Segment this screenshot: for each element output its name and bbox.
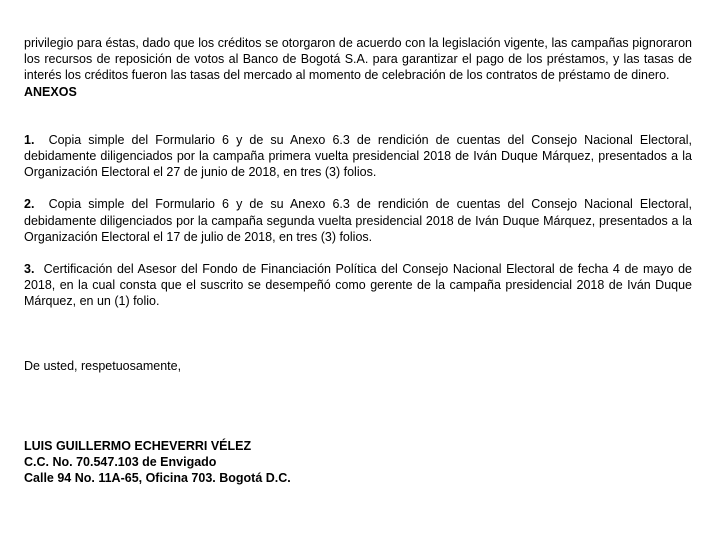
signer-id: C.C. No. 70.547.103 de Envigado — [24, 455, 217, 470]
document-page — [24, 35, 692, 486]
signature-block — [24, 438, 692, 487]
annex-number: 1. — [24, 132, 35, 147]
closing-line: De usted, respetuosamente, — [24, 358, 182, 373]
annex-item — [24, 261, 692, 310]
annex-item — [24, 196, 692, 245]
annex-number: 2. — [24, 197, 35, 212]
annex-text: Certificación del Asesor del Fondo de Financiación Política del Consejo Nacional Electoral de fecha 4 de mayo de 2018, en la cual consta que el suscrito se desempeñó como gerente de la campaña presidencial 2018 de Iván Duque Márquez, en un (1) folio. — [24, 262, 692, 309]
signer-address: Calle 94 No. 11A-65, Oficina 703. Bogotá D.C. — [24, 471, 291, 486]
annex-text: Copia simple del Formulario 6 y de su Anexo 6.3 de rendición de cuentas del Consejo Nacional Electoral, debidamente diligenciados por la campaña primera vuelta presidencial 2018 de Iván Duque Márquez, presentados a la Organización Electoral el 27 de junio de 2018, en tres (3) folios. — [24, 132, 692, 180]
annexes-heading: ANEXOS — [24, 84, 77, 99]
annex-text: Copia simple del Formulario 6 y de su Anexo 6.3 de rendición de cuentas del Consejo Nacional Electoral, debidamente diligenciados por la campaña segunda vuelta presidencial 2018 de Iván Duque Márquez, presentados a la Organización Electoral el 17 de julio de 2018, en tres (3) folios. — [24, 197, 692, 244]
annex-number: 3. — [24, 262, 35, 277]
signer-name: LUIS GUILLERMO ECHEVERRI VÉLEZ — [24, 438, 252, 453]
annex-item — [24, 132, 692, 181]
intro-paragraph: privilegio para éstas, dado que los créditos se otorgaron de acuerdo con la legislación vigente, las campañas pignoraron los recursos de reposición de votos al Banco de Bogotá S.A. para garantizar el pago de los préstamos, y las tasas de interés los créditos fueron las tasas del mercado al momento de celebración de los contratos de préstamo de dinero. — [24, 36, 692, 83]
